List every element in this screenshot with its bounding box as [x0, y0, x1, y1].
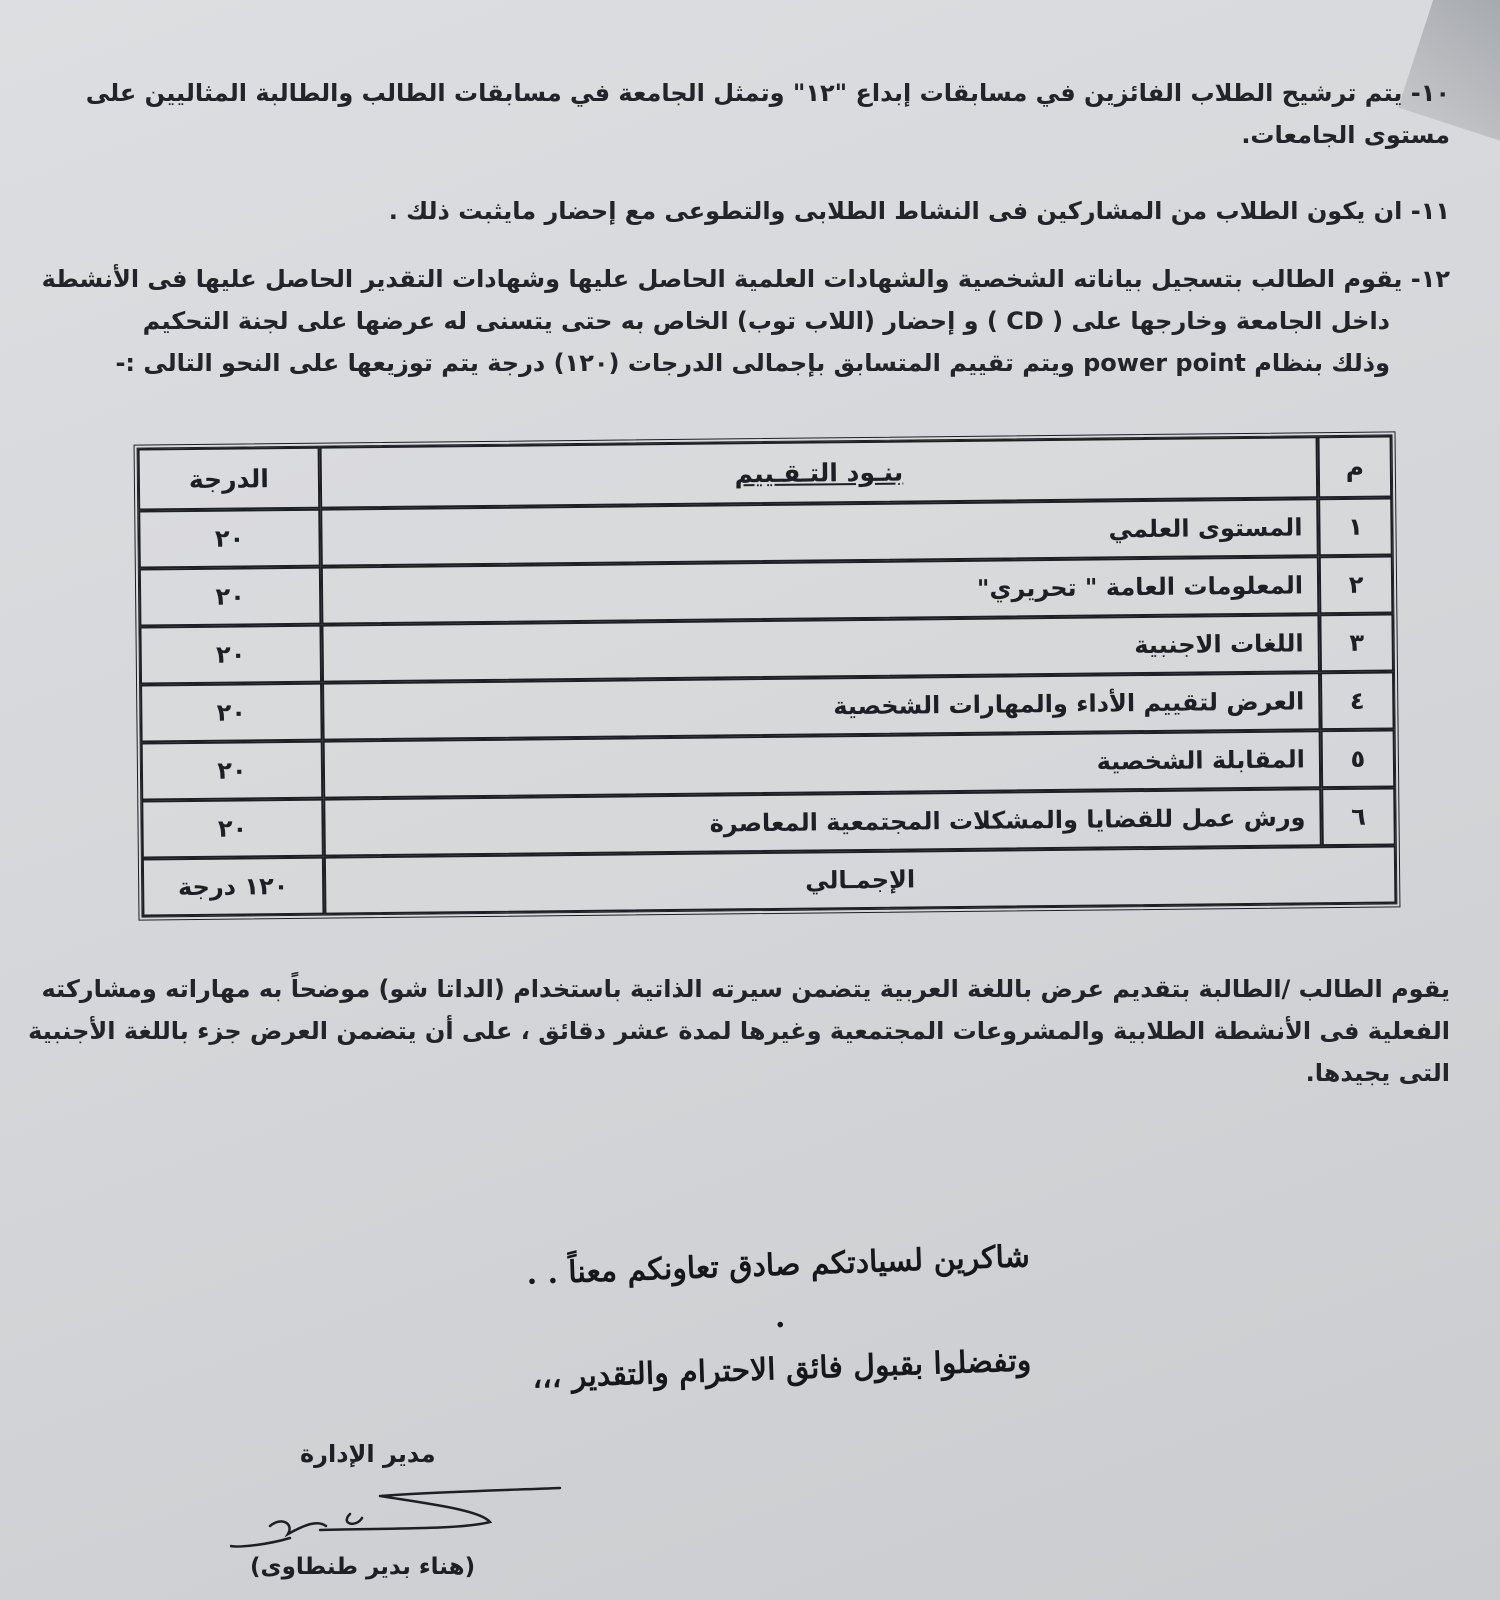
row-criteria: المعلومات العامة " تحريري" [321, 556, 1320, 624]
row-number: ١ [1318, 497, 1393, 556]
row-number: ٤ [1320, 671, 1395, 730]
row-grade: ٢٠ [140, 683, 323, 743]
paragraph-item-12 [41, 258, 1450, 384]
paragraph-item-10-line-2: مستوى الجامعات. [1241, 121, 1450, 149]
closing-remarks [517, 1231, 1042, 1405]
paragraph-item-10-line-1: ١٠- يتم ترشيح الطلاب الفائزين في مسابقات إبداع "١٢" وتمثل الجامعة في مسابقات الطالب والطالبة المثاليين على [85, 79, 1450, 107]
row-grade: ٢٠ [138, 509, 321, 569]
row-grade: ٢٠ [139, 567, 322, 627]
header-criteria: بنـود التـقـييم [320, 436, 1319, 508]
row-criteria: المستوى العلمي [320, 498, 1319, 566]
total-label: الإجمـالي [324, 845, 1397, 914]
paragraph-item-10 [50, 72, 1450, 156]
item12-line2-end: ) و إحضار (اللاب توب) الخاص به حتى يتسنى له عرضها على لجنة التحكيم [142, 307, 998, 335]
item12-line3-end: ويتم تقييم المتسابق بإجمالى الدرجات (١٢٠) درجة يتم توزيعها على النحو التالى :- [115, 349, 1075, 377]
row-criteria: اللغات الاجنبية [321, 614, 1320, 682]
evaluation-criteria-table [134, 431, 1401, 920]
power-point-term: power point [1083, 349, 1246, 377]
closing-line-1: شاكرين لسيادتكم صادق تعاونكم معناً . . . [525, 1239, 1031, 1336]
paragraph-item-12-line-2 [50, 300, 1450, 342]
signer-title: مدير الإدارة [300, 1440, 436, 1468]
row-grade: ٢٠ [141, 799, 324, 859]
closing-line-2: وتفضلوا بقبول فائق الاحترام والتقدير ،،، [531, 1343, 1032, 1396]
row-criteria: العرض لتقييم الأداء والمهارات الشخصية [322, 672, 1321, 740]
item12-line3-start: وذلك بنظام [1254, 349, 1390, 377]
row-criteria: ورش عمل للقضايا والمشكلات المجتمعية المعاصرة [323, 788, 1322, 856]
row-number: ٥ [1321, 729, 1396, 788]
paragraph-item-11-text: ١١- ان يكون الطلاب من المشاركين فى النشاط الطلابى والتطوعى مع إحضار مايثبت ذلك . [388, 197, 1450, 225]
note-line-2: الفعلية فى الأنشطة الطلابية والمشروعات المجتمعية وغيرها لمدة عشر دقائق ، على أن يتضمن العرض جزء باللغة الأجنبية [28, 1017, 1450, 1045]
table-total-row [142, 845, 1397, 916]
cd-term: CD [1006, 307, 1044, 335]
row-number: ٣ [1319, 613, 1394, 672]
total-grade: ١٢٠ درجة [142, 857, 325, 917]
signer-name: (هناء بدير طنطاوى) [250, 1554, 476, 1580]
header-number: م [1318, 435, 1393, 498]
paragraph-item-12-line-3 [50, 342, 1450, 384]
note-line-3: التى يجيدها. [1305, 1059, 1450, 1087]
signature-block [230, 1440, 550, 1590]
paragraph-item-11 [50, 190, 1450, 232]
handwritten-signature-icon [230, 1460, 570, 1560]
row-criteria: المقابلة الشخصية [323, 730, 1322, 798]
row-grade: ٢٠ [139, 625, 322, 685]
presentation-note [28, 968, 1450, 1094]
row-number: ٢ [1319, 555, 1394, 614]
row-grade: ٢٠ [141, 741, 324, 801]
header-grade: الدرجة [138, 447, 321, 511]
item12-line2-start: داخل الجامعة وخارجها على ( [1052, 307, 1390, 335]
note-line-1: يقوم الطالب /الطالبة بتقديم عرض باللغة العربية يتضمن سيرته الذاتية باستخدام (الداتا شو) موضحاً به مهاراته ومشاركته [41, 975, 1450, 1003]
row-number: ٦ [1321, 787, 1396, 846]
paragraph-item-12-line-1: ١٢- يقوم الطالب بتسجيل بياناته الشخصية والشهادات العلمية الحاصل عليها وشهادات التقدير الحاصل عليها فى الأنشطة [41, 265, 1450, 293]
